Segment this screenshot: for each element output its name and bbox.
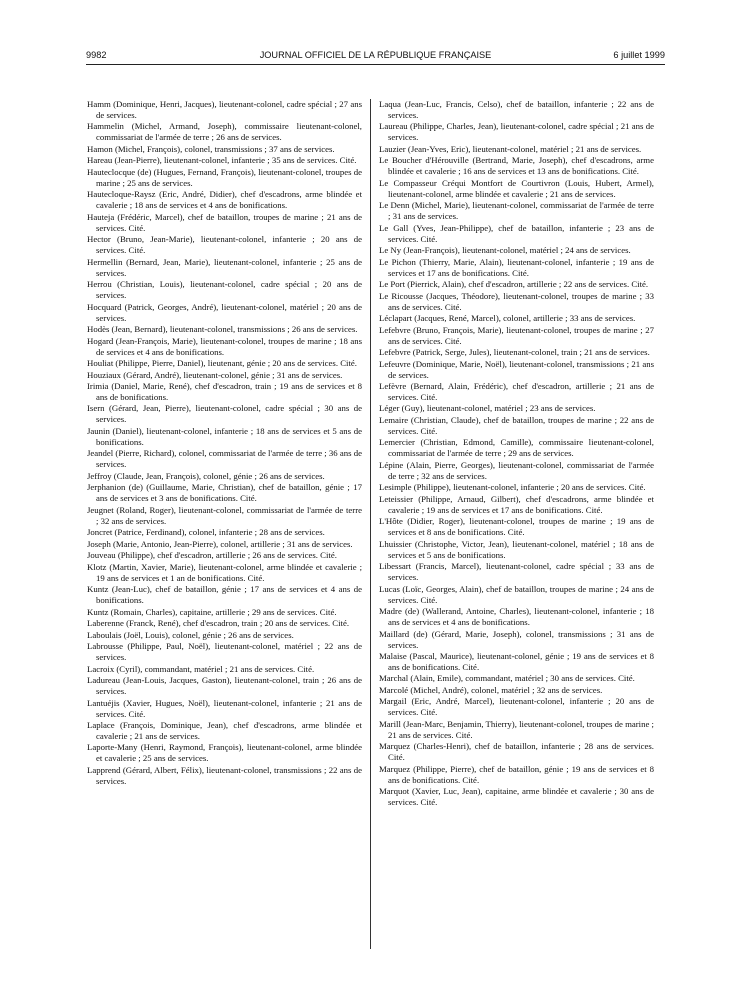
list-entry: Laboulais (Joël, Louis), colonel, génie ; 26 ans de services. xyxy=(87,629,294,640)
list-entry: Hauteclocque (de) (Hugues, Fernand, François), lieutenant-colonel, troupes de marine ; 25 ans de services. xyxy=(87,166,362,188)
list-entry: Jeffroy (Claude, Jean, François), colonel, génie ; 26 ans de services. xyxy=(87,470,325,481)
list-entry: Houziaux (Gérard, André), lieutenant-colonel, génie ; 31 ans de services. xyxy=(87,369,343,380)
list-entry: Lauzier (Jean-Yves, Eric), lieutenant-colonel, matériel ; 21 ans de services. xyxy=(379,143,642,154)
list-entry: Le Compasseur Créqui Montfort de Courtivron (Louis, Hubert, Armel), lieutenant-colonel, arme blindée et cavalerie ; 21 ans de services. xyxy=(379,177,654,199)
list-entry: Klotz (Martin, Xavier, Marie), lieutenant-colonel, arme blindée et cavalerie ; 19 ans de services et 1 an de bonifications. Cité. xyxy=(87,561,362,583)
left-column xyxy=(87,99,362,787)
list-entry: Lapprend (Gérard, Albert, Félix), lieutenant-colonel, transmissions ; 22 ans de services. xyxy=(87,764,362,786)
list-entry: Houliat (Philippe, Pierre, Daniel), lieutenant, génie ; 20 ans de services. Cité. xyxy=(87,358,357,369)
list-entry: Hermellin (Bernard, Jean, Marie), lieutenant-colonel, infanterie ; 25 ans de services. xyxy=(87,256,362,278)
right-column xyxy=(379,99,654,809)
page-number: 9982 xyxy=(86,50,107,60)
list-entry: Lacroix (Cyril), commandant, matériel ; 21 ans de services. Cité. xyxy=(87,663,315,674)
header-rule xyxy=(86,64,665,65)
list-entry: Lefebvre (Bruno, François, Marie), lieutenant-colonel, troupes de marine ; 27 ans de services. Cité. xyxy=(379,324,654,346)
list-entry: Malaise (Pascal, Maurice), lieutenant-colonel, génie ; 19 ans de services et 8 ans de bonifications. Cité. xyxy=(379,651,654,672)
list-entry: Laureau (Philippe, Charles, Jean), lieutenant-colonel, cadre spécial ; 21 ans de services. xyxy=(379,121,654,143)
list-entry: Léclapart (Jacques, René, Marcel), colonel, artillerie ; 33 ans de services. xyxy=(379,313,636,324)
list-entry: Ladureau (Jean-Louis, Jacques, Gaston), lieutenant-colonel, train ; 26 ans de services. xyxy=(87,675,362,697)
list-entry: Lucas (Loïc, Georges, Alain), chef de bataillon, troupes de marine ; 24 ans de services. Cité. xyxy=(379,583,654,605)
list-entry: Lesimple (Philippe), lieutenant-colonel, infanterie ; 20 ans de services. Cité. xyxy=(379,482,646,493)
list-entry: Marchal (Alain, Emile), commandant, matériel ; 30 ans de services. Cité. xyxy=(379,673,635,684)
list-entry: Lhuissier (Christophe, Victor, Jean), lieutenant-colonel, matériel ; 18 ans de services et 5 ans de bonifications. xyxy=(379,538,654,560)
list-entry: Hamm (Dominique, Henri, Jacques), lieutenant-colonel, cadre spécial ; 27 ans de services. xyxy=(87,99,362,120)
list-entry: Madre (de) (Wallerand, Antoine, Charles), lieutenant-colonel, infanterie ; 18 ans de services et 4 ans de bonifications. xyxy=(379,606,654,628)
list-entry: Maillard (de) (Gérard, Marie, Joseph), colonel, transmissions ; 31 ans de services. xyxy=(379,628,654,650)
list-entry: Hector (Bruno, Jean-Marie), lieutenant-colonel, infanterie ; 20 ans de services. Cité. xyxy=(87,234,362,256)
issue-date: 6 juillet 1999 xyxy=(613,50,665,60)
list-entry: Le Gall (Yves, Jean-Philippe), chef de bataillon, infanterie ; 23 ans de services. Cité. xyxy=(379,222,654,244)
list-entry: Joncret (Patrice, Ferdinand), colonel, infanterie ; 28 ans de services. xyxy=(87,527,325,538)
list-entry: Jeandel (Pierre, Richard), colonel, commissariat de l'armée de terre ; 36 ans de services. xyxy=(87,448,362,470)
list-entry: Jeugnet (Roland, Roger), lieutenant-colonel, commissariat de l'armée de terre ; 32 ans de services. xyxy=(87,504,362,526)
list-entry: Marquez (Philippe, Pierre), chef de bataillon, génie ; 19 ans de services et 8 ans de bonifications. Cité. xyxy=(379,763,654,785)
list-entry: Lefeuvre (Dominique, Marie, Noël), lieutenant-colonel, transmissions ; 21 ans de services. xyxy=(379,358,654,380)
column-divider xyxy=(370,99,371,949)
list-entry: Hammelin (Michel, Armand, Joseph), commissaire lieutenant-colonel, commissariat de l'armée de terre ; 26 ans de services. xyxy=(87,121,362,143)
list-entry: Léger (Guy), lieutenant-colonel, matériel ; 23 ans de services. xyxy=(379,403,596,414)
list-entry: Margail (Eric, André, Marcel), lieutenant-colonel, infanterie ; 20 ans de services. Cité. xyxy=(379,696,654,718)
list-entry: L'Hôte (Didier, Roger), lieutenant-colonel, troupes de marine ; 19 ans de services et 8 ans de bonifications. Cité. xyxy=(379,516,654,538)
list-entry: Hareau (Jean-Pierre), lieutenant-colonel, infanterie ; 35 ans de services. Cité. xyxy=(87,155,357,166)
list-entry: Laporte-Many (Henri, Raymond, François), lieutenant-colonel, arme blindée et cavalerie ; 25 ans de services. xyxy=(87,742,362,764)
list-entry: Jerphanion (de) (Guillaume, Marie, Christian), chef de bataillon, génie ; 17 ans de services et 3 ans de bonifications. Cité. xyxy=(87,482,362,504)
list-entry: Laqua (Jean-Luc, Francis, Celso), chef de bataillon, infanterie ; 22 ans de services. xyxy=(379,99,654,120)
list-entry: Hogard (Jean-François, Marie), lieutenant-colonel, troupes de marine ; 18 ans de services et 4 ans de bonifications. xyxy=(87,335,362,357)
list-entry: Le Boucher d'Hérouville (Bertrand, Marie, Joseph), chef d'escadrons, arme blindée et cavalerie ; 16 ans de services et 13 ans de bonifications. Cité. xyxy=(379,155,654,177)
list-entry: Hautecloque-Raysz (Eric, André, Didier), chef d'escadrons, arme blindée et cavalerie ; 18 ans de services et 4 ans de bonifications. xyxy=(87,189,362,211)
list-entry: Le Pichon (Thierry, Marie, Alain), lieutenant-colonel, infanterie ; 19 ans de services et 17 ans de bonifications. Cité. xyxy=(379,256,654,278)
list-entry: Lemaire (Christian, Claude), chef de bataillon, troupes de marine ; 22 ans de services. Cité. xyxy=(379,414,654,436)
list-entry: Lefèvre (Bernard, Alain, Frédéric), chef d'escadron, artillerie ; 21 ans de services. Cité. xyxy=(379,381,654,402)
list-entry: Labrousse (Philippe, Paul, Noël), lieutenant-colonel, matériel ; 22 ans de services. xyxy=(87,641,362,663)
list-entry: Hamon (Michel, François), colonel, transmissions ; 37 ans de services. xyxy=(87,143,335,154)
list-entry: Kuntz (Jean-Luc), chef de bataillon, génie ; 17 ans de services et 4 ans de bonifications. xyxy=(87,584,362,606)
list-entry: Le Ricousse (Jacques, Théodore), lieutenant-colonel, troupes de marine ; 33 ans de services. Cité. xyxy=(379,290,654,312)
list-entry: Joseph (Marie, Antonio, Jean-Pierre), colonel, artillerie ; 31 ans de services. xyxy=(87,538,353,549)
list-entry: Lépine (Alain, Pierre, Georges), lieutenant-colonel, commissariat de l'armée de terre ; 32 ans de services. xyxy=(379,459,654,481)
list-entry: Libessart (Francis, Marcel), lieutenant-colonel, cadre spécial ; 33 ans de services. xyxy=(379,561,654,583)
list-entry: Leteissier (Philippe, Arnaud, Gilbert), chef d'escadrons, arme blindée et cavalerie ; 19 ans de services et 17 ans de bonifications. Cité. xyxy=(379,493,654,515)
list-entry: Le Port (Pierrick, Alain), chef d'escadron, artillerie ; 22 ans de services. Cité. xyxy=(379,279,649,290)
list-entry: Laberenne (Franck, René), chef d'escadron, train ; 20 ans de services. Cité. xyxy=(87,618,350,629)
list-entry: Hocquard (Patrick, Georges, André), lieutenant-colonel, matériel ; 20 ans de services. xyxy=(87,301,362,323)
list-entry: Kuntz (Romain, Charles), capitaine, artillerie ; 29 ans de services. Cité. xyxy=(87,606,337,617)
page-header xyxy=(86,50,665,64)
journal-title: JOURNAL OFFICIEL DE LA RÉPUBLIQUE FRANÇAISE xyxy=(259,50,492,60)
list-entry: Herrou (Christian, Louis), lieutenant-colonel, cadre spécial ; 20 ans de services. xyxy=(87,279,362,301)
list-entry: Laplace (François, Dominique, Jean), chef d'escadrons, arme blindée et cavalerie ; 21 ans de services. xyxy=(87,720,362,741)
list-entry: Irimia (Daniel, Marie, René), chef d'escadron, train ; 19 ans de services et 8 ans de bonifications. xyxy=(87,381,362,402)
list-entry: Marquot (Xavier, Luc, Jean), capitaine, arme blindée et cavalerie ; 30 ans de services. Cité. xyxy=(379,786,654,808)
list-entry: Marquez (Charles-Henri), chef de bataillon, infanterie ; 28 ans de services. Cité. xyxy=(379,741,654,763)
list-entry: Hauteja (Frédéric, Marcel), chef de bataillon, troupes de marine ; 21 ans de services. Cité. xyxy=(87,211,362,233)
list-entry: Lantuéjis (Xavier, Hugues, Noël), lieutenant-colonel, infanterie ; 21 ans de services. Cité. xyxy=(87,697,362,719)
list-entry: Isern (Gérard, Jean, Pierre), lieutenant-colonel, cadre spécial ; 30 ans de services. xyxy=(87,403,362,425)
list-entry: Le Denn (Michel, Marie), lieutenant-colonel, commissariat de l'armée de terre ; 31 ans de services. xyxy=(379,200,654,222)
list-entry: Lemercier (Christian, Edmond, Camille), commissaire lieutenant-colonel, commissariat de l'armée de terre ; 29 ans de services. xyxy=(379,437,654,459)
list-entry: Lefebvre (Patrick, Serge, Jules), lieutenant-colonel, train ; 21 ans de services. xyxy=(379,347,650,358)
list-entry: Hodès (Jean, Bernard), lieutenant-colonel, transmissions ; 26 ans de services. xyxy=(87,324,358,335)
list-entry: Marill (Jean-Marc, Benjamin, Thierry), lieutenant-colonel, troupes de marine ; 21 ans de services. Cité. xyxy=(379,718,654,740)
list-entry: Jouveau (Philippe), chef d'escadron, artillerie ; 26 ans de services. Cité. xyxy=(87,550,337,561)
list-entry: Jaunin (Daniel), lieutenant-colonel, infanterie ; 18 ans de services et 5 ans de bonifications. xyxy=(87,425,362,447)
list-entry: Le Ny (Jean-François), lieutenant-colonel, matériel ; 24 ans de services. xyxy=(379,245,631,256)
list-entry: Marcolé (Michel, André), colonel, matériel ; 32 ans de services. xyxy=(379,684,603,695)
